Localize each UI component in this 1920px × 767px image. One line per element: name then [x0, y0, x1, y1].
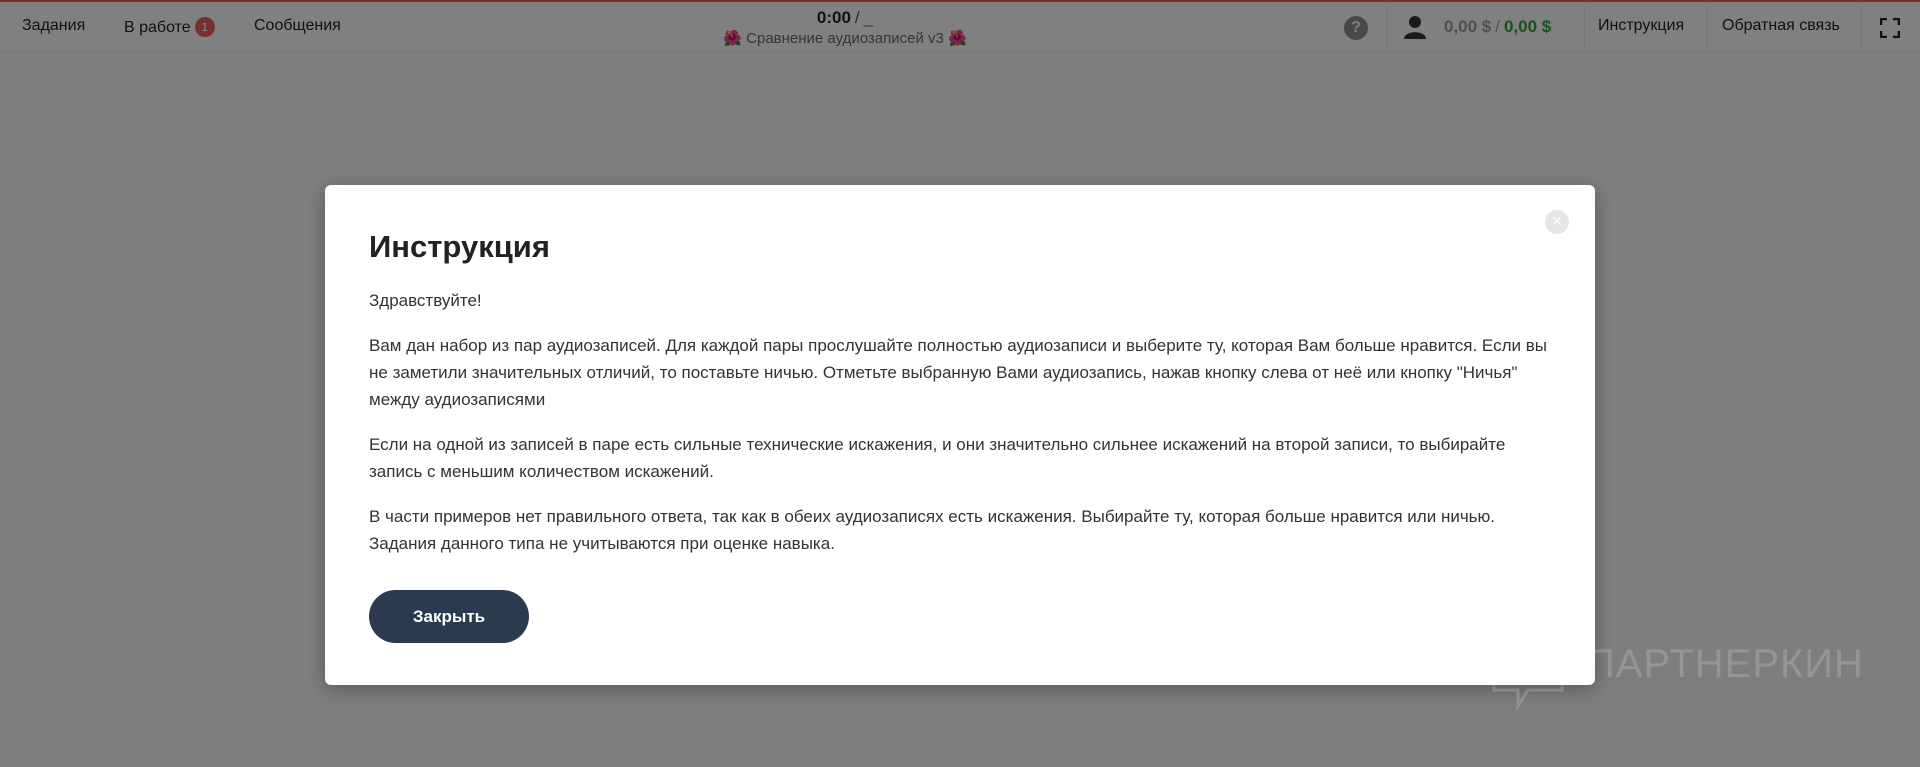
timer-value: 0:00	[816, 8, 851, 27]
project-title-text: Сравнение аудиозаписей v3	[746, 30, 944, 47]
greeting-paragraph: Здравствуйте!	[369, 291, 482, 310]
watermark-logo-icon	[1488, 632, 1568, 712]
nav-in-progress-label: В работе	[124, 19, 191, 36]
help-icon[interactable]: ?	[1344, 16, 1368, 40]
timer-separator: /	[854, 8, 860, 27]
close-button[interactable]: Закрыть	[369, 590, 529, 643]
instruction-modal	[325, 185, 1595, 685]
flower-icon: 🌺	[723, 30, 742, 47]
no-answer-paragraph: В части примеров нет правильного ответа, так как в обеих аудиозаписях есть искажения. Выбирайте ту, которая больше нравится или ничью. Задания данного типа не учитываются при оценке навыка.	[369, 507, 1496, 553]
nav-tasks[interactable]: Задания	[22, 17, 86, 34]
distortion-paragraph: Если на одной из записей в паре есть сильные технические искажения, и они значительно сильнее искажений на второй записи, то выбирайте запись с меньшим количеством искажений.	[369, 435, 1506, 481]
watermark-text: ПАРТНЕРКИН	[1586, 642, 1864, 686]
feedback-link[interactable]: Обратная связь	[1722, 17, 1840, 34]
nav-messages[interactable]: Сообщения	[254, 17, 341, 34]
flower-icon: 🌺	[948, 30, 967, 47]
balance-pending: 0,00 $	[1444, 17, 1492, 36]
timer-limit: _	[863, 8, 874, 27]
close-icon[interactable]: ×	[1545, 210, 1569, 234]
modal-title: Инструкция	[369, 229, 550, 264]
watermark	[1488, 632, 1878, 712]
instruction-paragraph: Вам дан набор из пар аудиозаписей. Для каждой пары прослушайте полностью аудиозаписи и выберите ту, которая Вам больше нравится. Если вы не заметили значительных отличий, то поставьте ничью. Отметьте выбранную Вами аудиозапись, нажав кнопку слева от неё или кнопку "Ничья" между аудиозаписями	[369, 336, 1547, 409]
in-progress-count-badge: 1	[195, 17, 215, 37]
balance-earned: 0,00 $	[1504, 17, 1552, 36]
balance-separator: /	[1495, 17, 1500, 36]
instruction-link[interactable]: Инструкция	[1598, 17, 1685, 34]
